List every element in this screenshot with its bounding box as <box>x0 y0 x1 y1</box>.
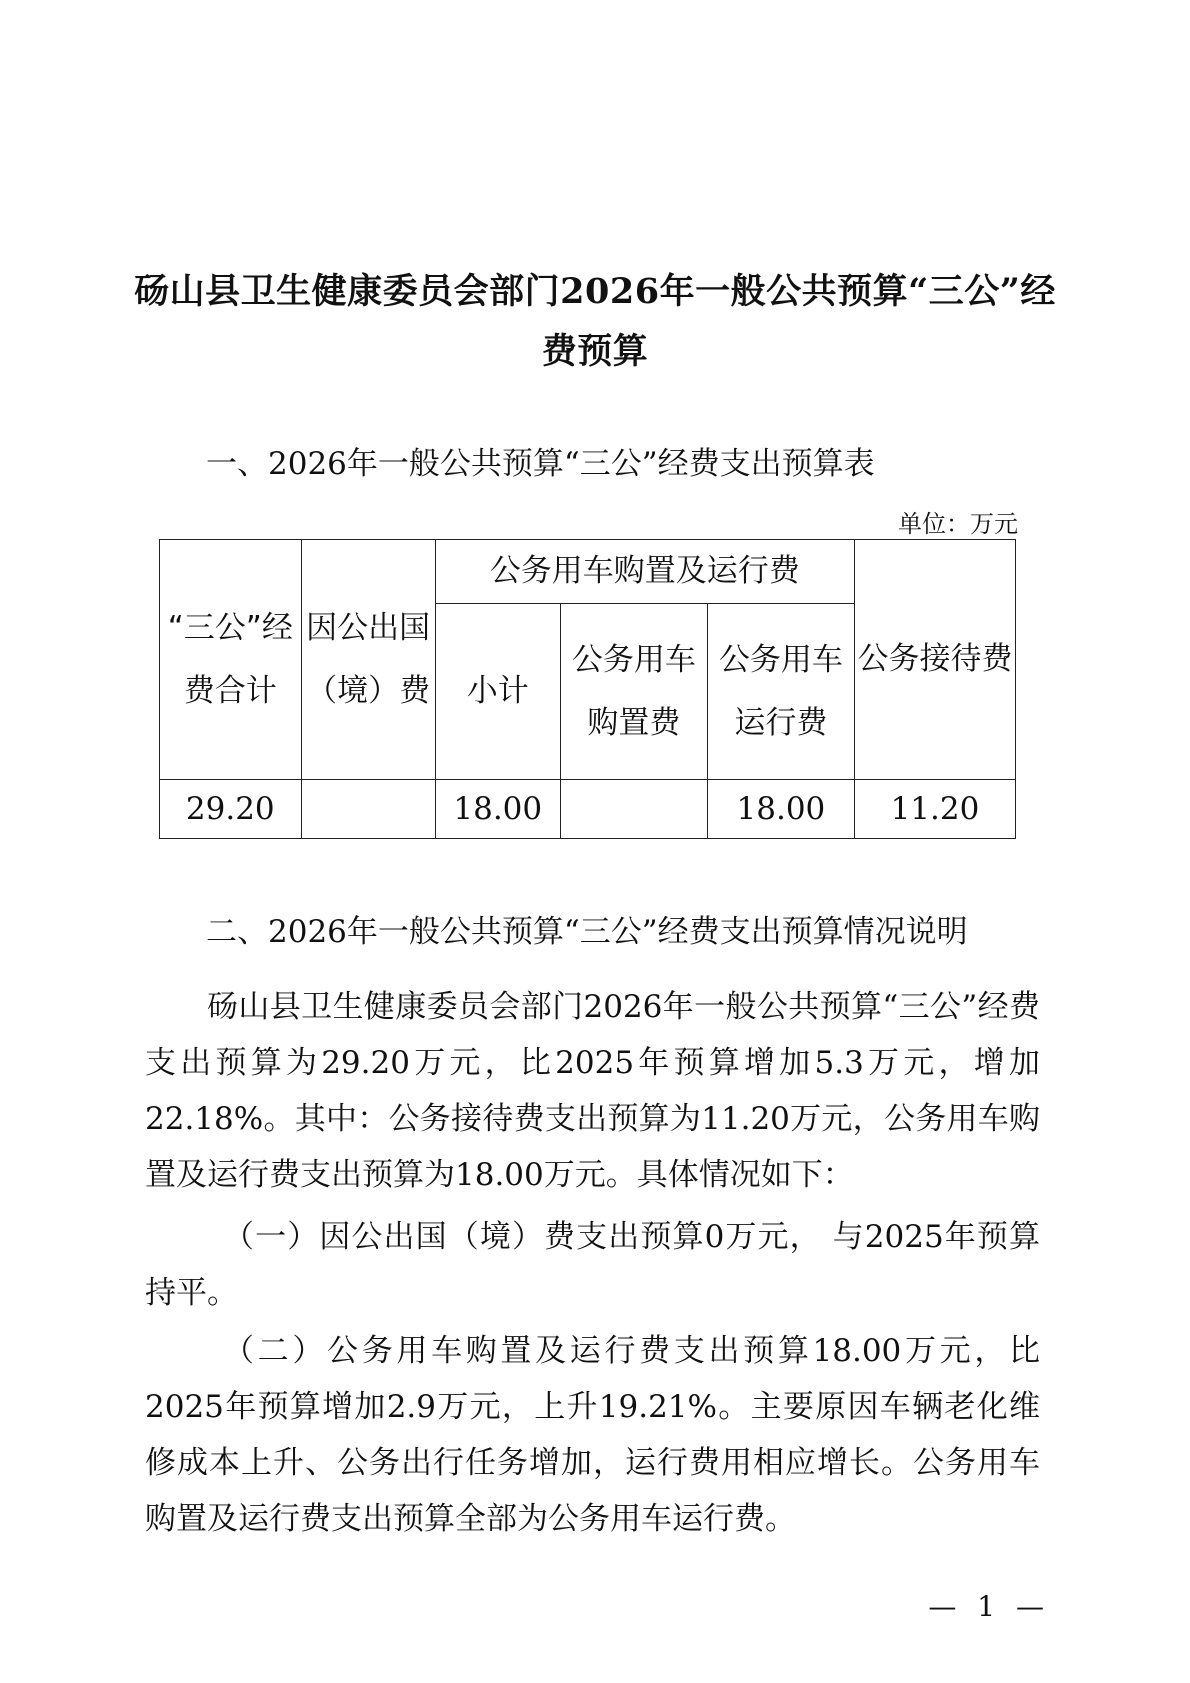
cell-subtotal: 18.00 <box>435 780 560 839</box>
cell-abroad <box>301 780 435 839</box>
header-reception: 公务接待费 <box>854 540 1015 780</box>
cell-reception: 11.20 <box>854 780 1015 839</box>
paragraph-item-2: （二）公务用车购置及运行费支出预算18.00万元，比2025年预算增加2.9万元，上升19.21%。主要原因车辆老化维修成本上升、公务出行任务增加，运行费用相应增长。公务用车购置及运行费支出预算全部为公务用车运行费。 <box>145 1333 1040 1537</box>
cell-operation: 18.00 <box>707 780 854 839</box>
page-number: — 1 — <box>928 1590 1050 1623</box>
cell-purchase <box>560 780 707 839</box>
cell-total: 29.20 <box>160 780 302 839</box>
header-abroad: 因公出国（境）费 <box>301 540 435 780</box>
header-subtotal: 小计 <box>435 604 560 780</box>
header-vehicle-group: 公务用车购置及运行费 <box>435 540 854 604</box>
section-1-heading: 一、2026年一般公共预算“三公”经费支出预算表 <box>206 446 875 482</box>
header-total: “三公”经费合计 <box>160 540 302 780</box>
header-purchase: 公务用车购置费 <box>560 604 707 780</box>
budget-table <box>159 539 1016 839</box>
paragraph-intro: 砀山县卫生健康委员会部门2026年一般公共预算“三公”经费支出预算为29.20万元，比2025年预算增加5.3万元，增加22.18%。其中：公务接待费支出预算为11.20万元，公务用车购置及运行费支出预算为18.00万元。具体情况如下： <box>145 989 1040 1193</box>
unit-label: 单位：万元 <box>898 510 1018 538</box>
table-row <box>160 780 1016 839</box>
paragraph-item-1: （一）因公出国（境）费支出预算0万元， 与2025年预算持平。 <box>145 1219 1040 1311</box>
section-2-heading: 二、2026年一般公共预算“三公”经费支出预算情况说明 <box>206 914 968 950</box>
header-operation: 公务用车运行费 <box>707 604 854 780</box>
document-title: 砀山县卫生健康委员会部门2026年一般公共预算“三公”经费预算 <box>134 271 1056 372</box>
